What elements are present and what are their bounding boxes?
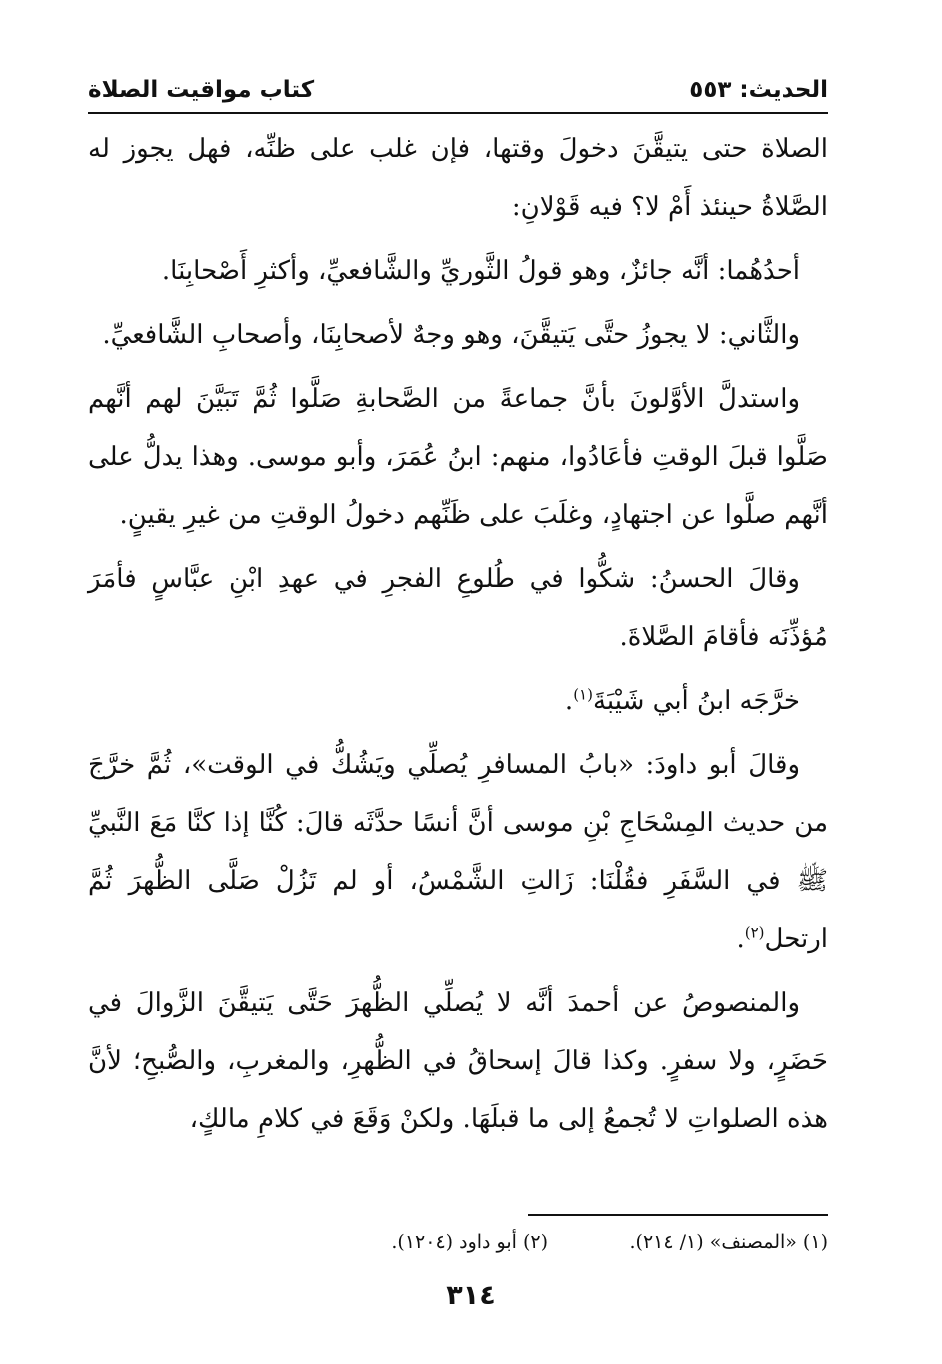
footnote-2: (٢) أبو داود (١٢٠٤). [391,1231,548,1253]
header-divider [88,112,828,114]
paragraph-text: والمنصوصُ عن أحمدَ أنَّه لا يُصلِّي الظُّهرَ حَتَّى يَتيقَّنَ الزَّوالَ في حَضَرٍ، ولا سفرٍ. وكذا قالَ إسحاقُ في الظُّهرِ، والمغربِ، والصُّبحِ؛ لأنَّ هذه الصلواتِ لا تُجمعُ إلى ما قبلَهَا. ولكنْ وَقَعَ في كلامِ مالكٍ، [88,988,828,1134]
running-header [88,72,828,108]
paragraph [88,974,828,1148]
page-number: ٣١٤ [446,1280,496,1311]
paragraph-text: خرَّجَه ابنُ أبي شَيْبَةَ [592,686,800,716]
paragraph-end: . [736,924,745,954]
paragraph [88,736,828,968]
paragraph [88,120,828,236]
paragraph [88,672,828,730]
hadith-reference: الحديث: ٥٥٣ [689,77,828,103]
footnote-1: (١) «المصنف» (١/ ٢١٤). [629,1231,828,1253]
paragraph-end: . [564,686,574,716]
paragraph [88,550,828,666]
footnote-marker[interactable]: (١) [573,685,593,704]
main-text [88,120,828,1154]
paragraph-text: أحدُهُما: أنَّه جائزٌ، وهو قولُ الثَّوريِّ والشَّافعيِّ، وأكثرِ أَصْحابِنَا. [161,256,800,286]
paragraph-text: وقالَ الحسنُ: شكُّوا في طُلوعِ الفجرِ في عهدِ ابْنِ عبَّاسٍ فأمَرَ مُؤذِّنَه فأقامَ الصَّلاةَ. [88,564,828,652]
paragraph-text: والثَّاني: لا يجوزُ حتَّى يَتيقَّنَ، وهو وجهٌ لأصحابِنَا، وأصحابِ الشَّافعيِّ. [102,320,800,350]
paragraph [88,242,828,300]
paragraph [88,306,828,364]
footnote-marker[interactable]: (٢) [744,923,765,942]
footnote-divider [528,1214,828,1216]
book-title: كتاب مواقيت الصلاة [88,77,315,103]
footnotes [88,1228,828,1256]
paragraph-text: وقالَ أبو داودَ: «بابُ المسافرِ يُصلِّي ويَشُكُّ في الوقت»، ثُمَّ خرَّجَ من حديث المِسْحَاجِ بْنِ موسى أنَّ أنسًا حدَّثَه قالَ: كُنَّا إذا كنَّا مَعَ النَّبيِّ ﷺ في السَّفَرِ فقُلْنَا: زَالتِ الشَّمْسُ، أو لم تَزُلْ صَلَّى الظُّهرَ ثُمَّ ارتحل [88,750,828,954]
paragraph-text: واستدلَّ الأوَّلونَ بأنَّ جماعةً من الصَّحابةِ صَلَّوا ثُمَّ تَبَيَّنَ لهم أنَّهم صَلَّوا قبلَ الوقتِ فأعَادُوا، منهم: ابنُ عُمَرَ، وأبو موسى. وهذا يدلُّ على أنَّهم صلَّوا عن اجتهادٍ، وغلَبَ على ظَنِّهم دخولُ الوقتِ من غيرِ يقينٍ. [88,384,828,530]
paragraph-text: الصلاة حتى يتيقَّنَ دخولَ وقتها، فإن غلب على ظنِّه، فهل يجوز له الصَّلاةُ حينئذ أَمْ لا؟ فيه قَوْلانِ: [88,134,828,222]
paragraph [88,370,828,544]
